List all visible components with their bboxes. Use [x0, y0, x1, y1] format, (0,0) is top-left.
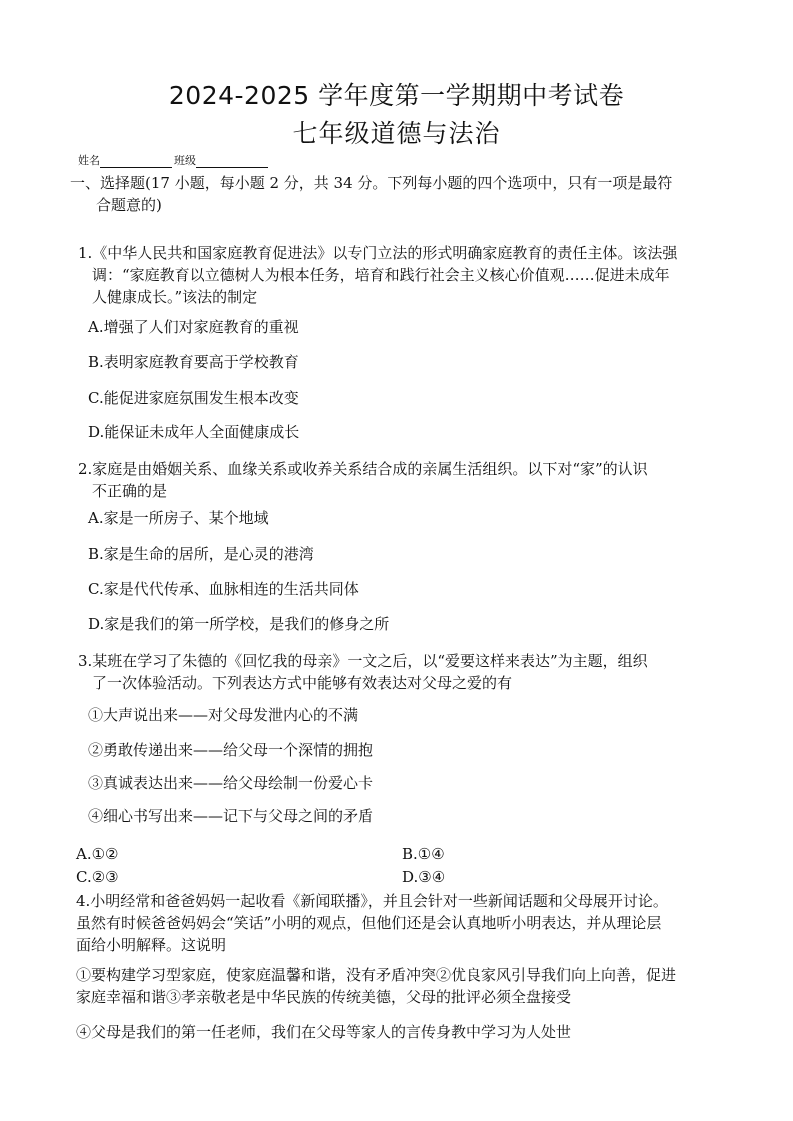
- q4-item-line: ④父母是我们的第一任老师，我们在父母等家人的言传身教中学习为人处世: [76, 1023, 572, 1041]
- q1-stem-line: 1.《中华人民共和国家庭教育促进法》以专门立法的形式明确家庭教育的责任主体。该法强: [78, 244, 678, 262]
- q1-stem-line: 调：“家庭教育以立德树人为根本任务，培育和践行社会主义核心价值观……促进未成年: [92, 266, 670, 284]
- class-label: 班级: [174, 154, 196, 167]
- q2-option-d: D.家是我们的第一所学校，是我们的修身之所: [88, 615, 390, 633]
- q2-stem-line: 2.家庭是由婚姻关系、血缘关系或收养关系结合成的亲属生活组织。以下对“家”的认识: [78, 460, 648, 478]
- q3-stem: [78, 650, 648, 694]
- q2-stem: [78, 458, 648, 502]
- q3-item-3: ③真诚表达出来——给父母绘制一份爱心卡: [88, 774, 374, 792]
- q4-item-line: ①要构建学习型家庭，使家庭温馨和谐，没有矛盾冲突②优良家风引导我们向上向善，促进: [76, 966, 677, 984]
- q3-item-2: ②勇敢传递出来——给父母一个深情的拥抱: [88, 741, 374, 759]
- q3-option-d: D.③④: [402, 868, 446, 886]
- q2-stem-line: 不正确的是: [92, 482, 168, 500]
- q2-option-c: C.家是代代传承、血脉相连的生活共同体: [88, 580, 359, 598]
- q2-option-a: A.家是一所房子、某个地域: [88, 509, 269, 527]
- exam-subject: 七年级道德与法治: [292, 119, 501, 148]
- q1-option-a: A.增强了人们对家庭教育的重视: [88, 318, 299, 336]
- q1-stem: [78, 242, 677, 308]
- q4-stem-line: 4.小明经常和爸爸妈妈一起收看《新闻联播》，并且会针对一些新闻话题和父母展开讨论。: [76, 892, 668, 910]
- q3-stem-line: 3.某班在学习了朱德的《回忆我的母亲》一文之后，以“爱要这样来表达”为主题，组织: [78, 652, 648, 670]
- name-label: 姓名: [78, 154, 100, 167]
- section1-line: 一、选择题(17 小题，每小题 2 分，共 34 分。下列每小题的四个选项中，只有一项是最符: [70, 174, 673, 192]
- q3-stem-line: 了一次体验活动。下列表达方式中能够有效表达对父母之爱的有: [92, 674, 513, 692]
- q1-stem-line: 人健康成长。”该法的制定: [92, 288, 258, 306]
- class-blank[interactable]: [196, 156, 268, 168]
- q1-option-c: C.能促进家庭氛围发生根本改变: [88, 389, 299, 407]
- name-class-line: [78, 154, 270, 168]
- q3-option-b: B.①④: [402, 845, 445, 863]
- q4-stem: [76, 890, 668, 956]
- q3-item-1: ①大声说出来——对父母发泄内心的不满: [88, 706, 359, 724]
- q4-stem-line: 虽然有时候爸爸妈妈会“笑话”小明的观点，但他们还是会认真地听小明表达，并从理论层: [76, 914, 662, 932]
- exam-title: 2024-2025 学年度第一学期期中考试卷: [168, 81, 625, 110]
- q4-stem-line: 面给小明解释。这说明: [76, 936, 227, 954]
- q4-item-line: 家庭幸福和谐③孝亲敬老是中华民族的传统美德，父母的批评必须全盘接受: [76, 988, 572, 1006]
- section1-line: 合题意的): [96, 196, 162, 214]
- name-blank[interactable]: [100, 156, 172, 168]
- q2-option-b: B.家是生命的居所，是心灵的港湾: [88, 545, 314, 563]
- q3-item-4: ④细心书写出来——记下与父母之间的矛盾: [88, 807, 374, 825]
- q3-option-c: C.②③: [76, 868, 119, 886]
- q1-option-b: B.表明家庭教育要高于学校教育: [88, 353, 299, 371]
- q4-items: [76, 964, 676, 1008]
- section1-instructions: [70, 172, 730, 216]
- q1-option-d: D.能保证未成年人全面健康成长: [88, 423, 300, 441]
- q3-option-a: A.①②: [76, 845, 119, 863]
